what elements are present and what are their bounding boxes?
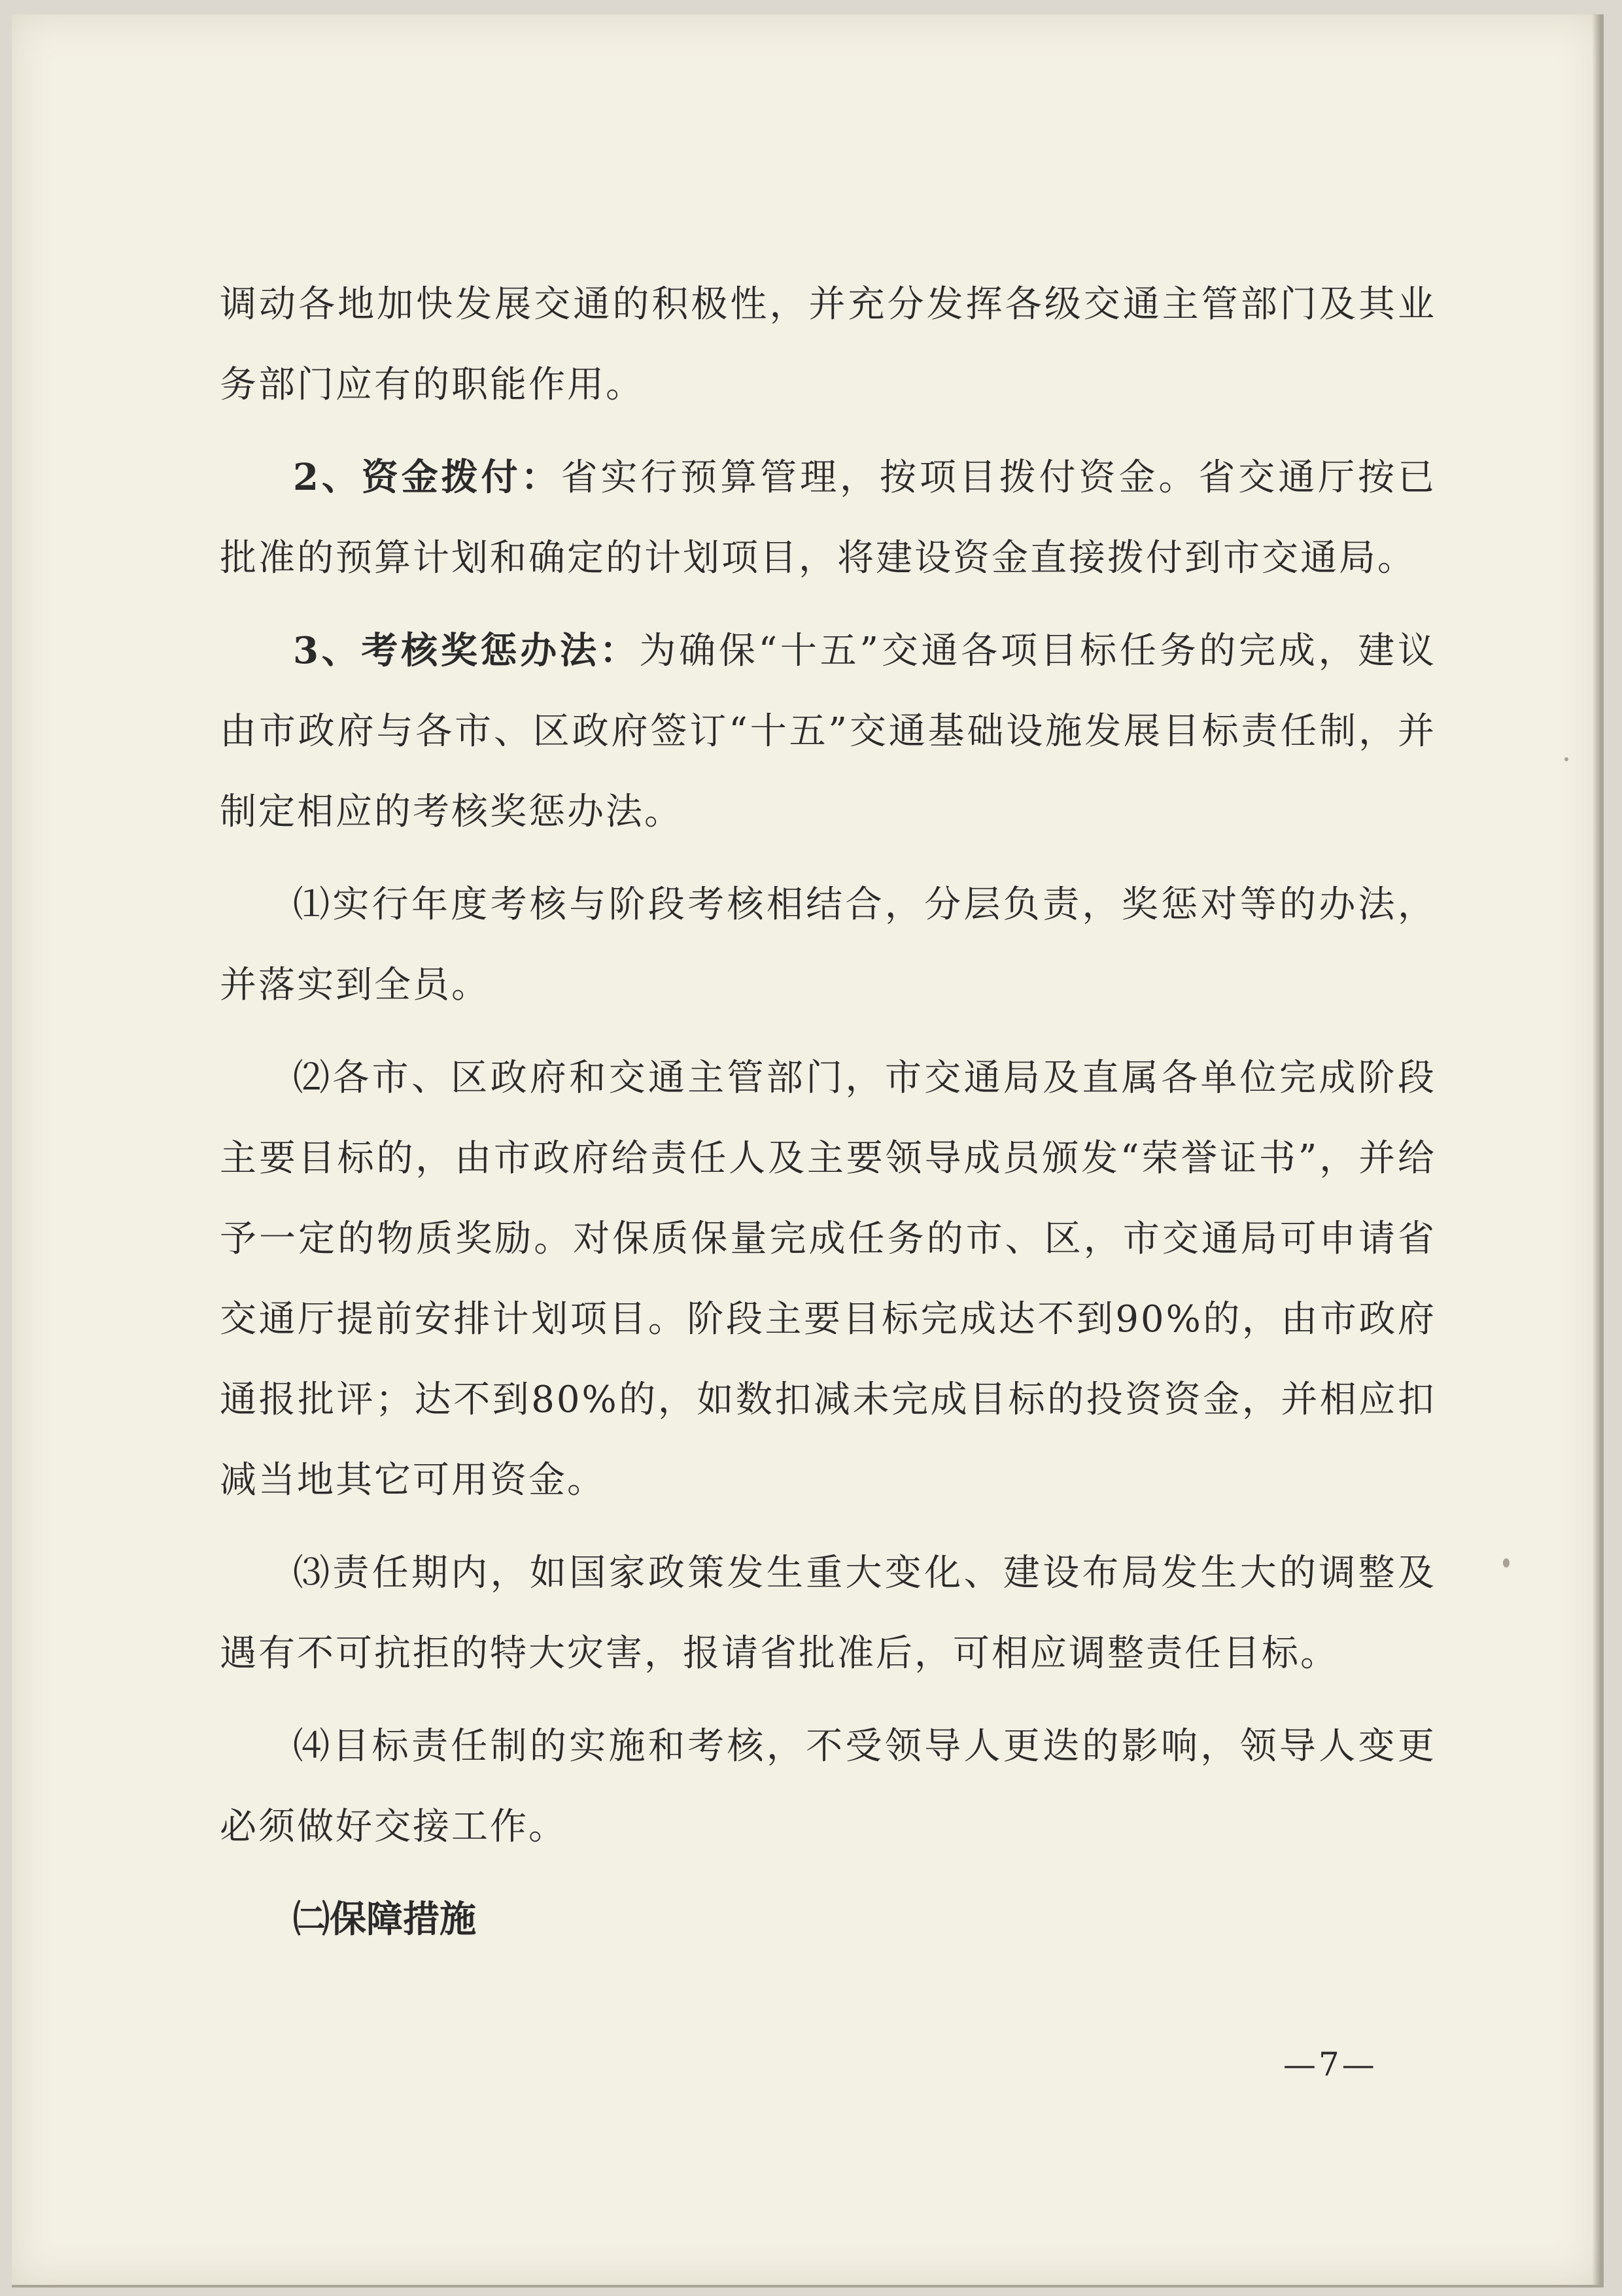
paper-speck <box>1564 757 1568 761</box>
list-item-4 <box>220 1706 1436 1867</box>
paragraph-text: 省实行预算管理，按项目拨付资金。省交通厅按已批准的预算计划和确定的计划项目，将建设资金直接拨付到市交通局。 <box>220 456 1437 579</box>
paragraph-text: ⑵各市、区政府和交通主管部门，市交通局及直属各单位完成阶段主要目标的，由市政府给责任人及主要领导成员颁发“荣誉证书”，并给予一定的物质奖励。对保质保量完成任务的市、区，市交通局可申请省交通厅提前安排计划项目。阶段主要目标完成达不到90%的，由市政府通报批评；达不到80%的，如数扣减未完成目标的投资资金，并相应扣减当地其它可用资金。 <box>220 1057 1436 1501</box>
paper-speck <box>1503 1558 1510 1568</box>
document-body <box>220 264 1436 1960</box>
paragraph-text: ⑶责任期内，如国家政策发生重大变化、建设布局发生大的调整及遇有不可抗拒的特大灾害，报请省批准后，可相应调整责任目标。 <box>220 1552 1436 1675</box>
paragraph-funding-allocation <box>220 437 1436 598</box>
paragraph-assessment-method <box>220 611 1436 852</box>
list-item-1 <box>220 865 1436 1025</box>
list-item-3 <box>220 1533 1436 1694</box>
inline-heading: 3、考核奖惩办法： <box>293 629 640 672</box>
inline-heading: 2、资金拨付： <box>293 456 561 499</box>
paragraph-text: 为确保“十五”交通各项目标任务的完成，建议由市政府与各市、区政府签订“十五”交通基础设施发展目标责任制，并制定相应的考核奖惩办法。 <box>220 630 1437 833</box>
section-heading: ㈡保障措施 <box>293 1898 476 1941</box>
page-edge-shadow <box>1592 14 1601 2285</box>
page-number: —7— <box>1283 2046 1377 2083</box>
paragraph-text: ⑷目标责任制的实施和考核，不受领导人更迭的影响，领导人变更必须做好交接工作。 <box>220 1725 1436 1848</box>
paragraph-text: 调动各地加快发展交通的积极性，并充分发挥各级交通主管部门及其业务部门应有的职能作用。 <box>220 283 1436 406</box>
paragraph-continuation <box>220 264 1436 425</box>
list-item-2 <box>220 1038 1436 1520</box>
paragraph-text: ⑴实行年度考核与阶段考核相结合，分层负责，奖惩对等的办法，并落实到全员。 <box>220 883 1436 1006</box>
